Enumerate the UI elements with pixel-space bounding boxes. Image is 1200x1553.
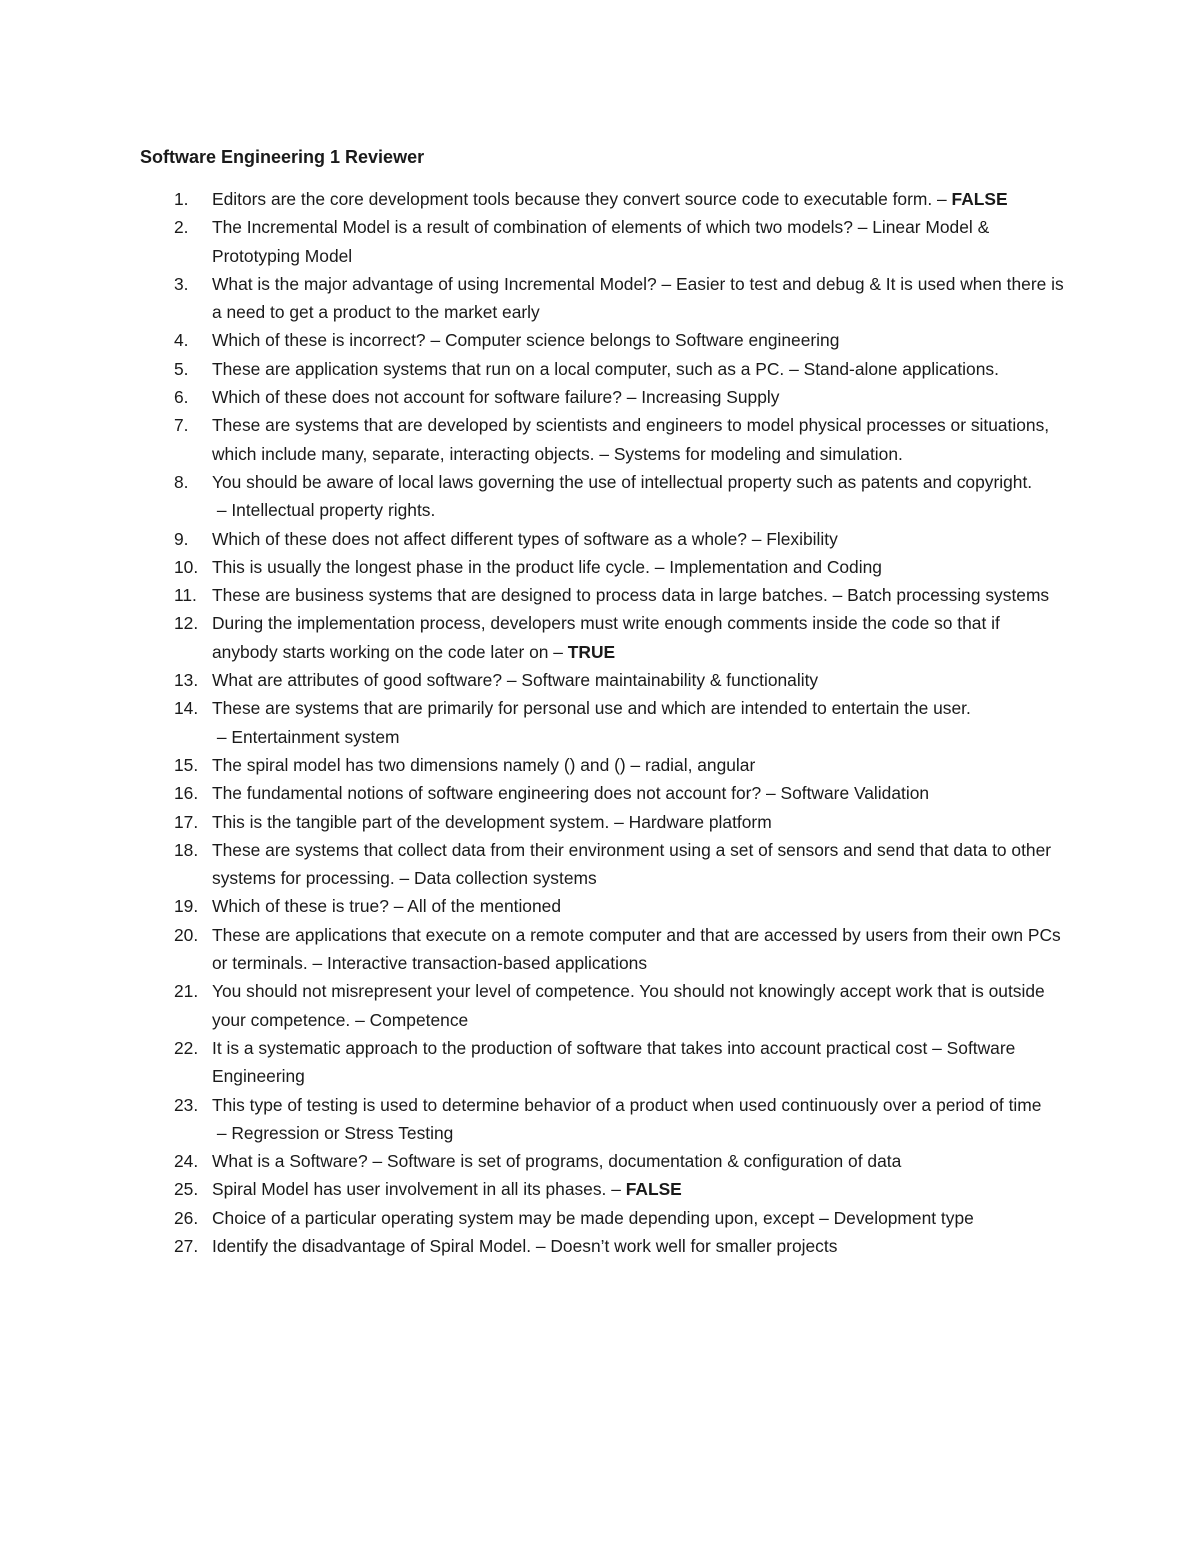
answer-separator: – bbox=[350, 1009, 370, 1030]
answer-text: Software Validation bbox=[780, 783, 930, 804]
item-number: 15. bbox=[174, 754, 199, 775]
item-number: 17. bbox=[174, 811, 199, 832]
answer-text: Development type bbox=[833, 1207, 974, 1228]
question-text: Spiral Model has user involvement in all its phases. bbox=[212, 1179, 607, 1200]
answer-separator: – bbox=[649, 556, 670, 577]
list-item bbox=[140, 779, 1065, 807]
question-text: This is the tangible part of the development system. bbox=[212, 811, 610, 832]
item-number: 27. bbox=[174, 1235, 199, 1256]
answer-text: Computer science belongs to Software engineering bbox=[444, 330, 840, 351]
item-number: 16. bbox=[174, 783, 199, 804]
list-item bbox=[140, 836, 1065, 893]
list-item bbox=[140, 977, 1065, 1034]
question-text: Choice of a particular operating system may be made depending upon, except bbox=[212, 1207, 815, 1228]
list-item bbox=[140, 525, 1065, 553]
answer-text: Entertainment system bbox=[231, 726, 400, 747]
answer-text: Stand-alone applications. bbox=[803, 358, 999, 379]
item-number: 10. bbox=[174, 556, 199, 577]
answer-text: TRUE bbox=[567, 641, 616, 662]
item-number: 19. bbox=[174, 896, 199, 917]
question-text: Which of these is incorrect? bbox=[212, 330, 426, 351]
answer-separator: – bbox=[625, 754, 646, 775]
item-number: 21. bbox=[174, 981, 199, 1002]
answer-text: Implementation and Coding bbox=[669, 556, 882, 577]
answer-separator: – bbox=[827, 585, 848, 606]
list-item bbox=[140, 666, 1065, 694]
list-item bbox=[140, 1232, 1065, 1260]
answer-text: Software maintainability & functionality bbox=[521, 670, 819, 691]
question-text: Editors are the core development tools because they convert source code to executable form. bbox=[212, 189, 933, 209]
document-title: Software Engineering 1 Reviewer bbox=[140, 147, 425, 167]
answer-separator: – bbox=[212, 500, 232, 521]
answer-separator: – bbox=[852, 217, 873, 238]
item-number: 4. bbox=[174, 330, 189, 351]
list-item bbox=[140, 553, 1065, 581]
list-item bbox=[140, 609, 1065, 666]
item-number: 8. bbox=[174, 471, 189, 492]
item-number: 23. bbox=[174, 1094, 199, 1115]
question-text: These are application systems that run on a local computer, such as a PC. bbox=[212, 358, 785, 379]
answer-text: Linear Model & Prototyping Model bbox=[212, 217, 990, 266]
answer-text: FALSE bbox=[625, 1179, 682, 1200]
list-item bbox=[140, 581, 1065, 609]
answer-text: FALSE bbox=[951, 189, 1008, 209]
list-item bbox=[140, 355, 1065, 383]
list-item bbox=[140, 185, 1065, 213]
answer-separator: – bbox=[425, 330, 445, 351]
answer-separator: – bbox=[761, 783, 781, 804]
list-item bbox=[140, 326, 1065, 354]
answer-text: Increasing Supply bbox=[641, 387, 780, 408]
answer-text: Intellectual property rights. bbox=[231, 500, 436, 521]
question-text: It is a systematic approach to the production of software that takes into account practical cost bbox=[212, 1037, 928, 1058]
answer-separator: – bbox=[388, 896, 408, 917]
answer-separator: – bbox=[594, 443, 614, 464]
question-text: The Incremental Model is a result of combination of elements of which two models? bbox=[212, 217, 853, 238]
item-number: 22. bbox=[174, 1037, 199, 1058]
item-number: 14. bbox=[174, 698, 199, 719]
item-number: 1. bbox=[174, 189, 189, 209]
list-item bbox=[140, 1034, 1065, 1091]
list-item bbox=[140, 808, 1065, 836]
list-item bbox=[140, 1204, 1065, 1232]
item-number: 7. bbox=[174, 415, 189, 436]
item-number: 2. bbox=[174, 217, 189, 238]
question-text: Identify the disadvantage of Spiral Model. bbox=[212, 1235, 532, 1256]
list-item bbox=[140, 213, 1065, 270]
answer-separator: – bbox=[932, 189, 952, 209]
item-number: 5. bbox=[174, 358, 189, 379]
question-text: During the implementation process, developers must write enough comments inside the code so that if anybody starts working on the code later on bbox=[212, 613, 1000, 662]
answer-separator: – bbox=[609, 811, 629, 832]
answer-text: Doesn’t work well for smaller projects bbox=[550, 1235, 838, 1256]
answer-text: radial, angular bbox=[645, 754, 756, 775]
answer-separator: – bbox=[746, 528, 767, 549]
item-number: 11. bbox=[174, 585, 197, 606]
list-item bbox=[140, 892, 1065, 920]
item-number: 6. bbox=[174, 387, 189, 408]
question-text: Which of these does not account for software failure? bbox=[212, 387, 622, 408]
question-list bbox=[140, 185, 1065, 1260]
answer-separator: – bbox=[548, 641, 568, 662]
answer-separator: – bbox=[927, 1037, 947, 1058]
question-text: This is usually the longest phase in the product life cycle. bbox=[212, 556, 650, 577]
question-text: The fundamental notions of software engineering does not account for? bbox=[212, 783, 762, 804]
question-text: These are applications that execute on a remote computer and that are accessed by users from their own PCs or terminals. bbox=[212, 924, 1061, 974]
answer-text: Data collection systems bbox=[414, 868, 597, 889]
question-text: These are systems that collect data from their environment using a set of sensors and send that data to other systems for processing. bbox=[212, 839, 1052, 889]
item-number: 3. bbox=[174, 273, 189, 294]
answer-separator: – bbox=[212, 1122, 232, 1143]
question-text: You should not misrepresent your level of competence. You should not knowingly accept work that is outside your competence. bbox=[212, 981, 1045, 1030]
answer-text: Regression or Stress Testing bbox=[231, 1122, 454, 1143]
answer-separator: – bbox=[367, 1151, 387, 1172]
question-text: Which of these does not affect different types of software as a whole? bbox=[212, 528, 747, 549]
question-text: This type of testing is used to determine behavior of a product when used continuously over a period of time bbox=[212, 1094, 1042, 1115]
question-text: These are systems that are developed by scientists and engineers to model physical processes or situations, which include many, separate, interacting objects. bbox=[212, 415, 1050, 464]
item-number: 24. bbox=[174, 1151, 199, 1172]
answer-separator: – bbox=[531, 1235, 551, 1256]
answer-text: Software Engineering bbox=[212, 1037, 1016, 1087]
item-number: 13. bbox=[174, 670, 199, 691]
answer-text: Software is set of programs, documentation & configuration of data bbox=[386, 1151, 902, 1172]
list-item bbox=[140, 1091, 1065, 1148]
answer-text: Batch processing systems bbox=[847, 585, 1050, 606]
list-item bbox=[140, 1147, 1065, 1175]
answer-text: Interactive transaction-based applications bbox=[327, 953, 648, 974]
question-text: What are attributes of good software? bbox=[212, 670, 503, 691]
question-text: These are business systems that are designed to process data in large batches. bbox=[212, 585, 828, 606]
item-number: 9. bbox=[174, 528, 189, 549]
answer-text: Competence bbox=[369, 1009, 469, 1030]
list-item bbox=[140, 468, 1065, 525]
answer-separator: – bbox=[621, 387, 642, 408]
list-item bbox=[140, 921, 1065, 978]
answer-separator: – bbox=[307, 953, 328, 974]
answer-text: All of the mentioned bbox=[407, 896, 561, 917]
answer-separator: – bbox=[784, 358, 804, 379]
list-item bbox=[140, 751, 1065, 779]
question-text: You should be aware of local laws governing the use of intellectual property such as patents and copyright. bbox=[212, 471, 1033, 492]
list-item bbox=[140, 694, 1065, 751]
question-text: The spiral model has two dimensions namely () and () bbox=[212, 754, 626, 775]
list-item bbox=[140, 411, 1065, 468]
question-text: What is the major advantage of using Incremental Model? bbox=[212, 273, 657, 294]
item-number: 20. bbox=[174, 924, 199, 945]
question-text: What is a Software? bbox=[212, 1151, 368, 1172]
list-item bbox=[140, 383, 1065, 411]
answer-separator: – bbox=[394, 868, 415, 889]
list-item bbox=[140, 270, 1065, 327]
question-text: Which of these is true? bbox=[212, 896, 389, 917]
answer-separator: – bbox=[502, 670, 522, 691]
question-text: These are systems that are primarily for personal use and which are intended to entertain the user. bbox=[212, 698, 971, 719]
item-number: 18. bbox=[174, 839, 199, 860]
answer-separator: – bbox=[656, 273, 677, 294]
item-number: 26. bbox=[174, 1207, 199, 1228]
answer-text: Hardware platform bbox=[628, 811, 772, 832]
item-number: 12. bbox=[174, 613, 199, 634]
item-number: 25. bbox=[174, 1179, 199, 1200]
answer-text: Easier to test and debug & It is used when there is a need to get a product to the market early bbox=[212, 273, 1064, 323]
answer-separator: – bbox=[606, 1179, 626, 1200]
answer-text: Systems for modeling and simulation. bbox=[613, 443, 903, 464]
answer-separator: – bbox=[814, 1207, 834, 1228]
list-item bbox=[140, 1175, 1065, 1203]
answer-text: Flexibility bbox=[766, 528, 838, 549]
answer-separator: – bbox=[212, 726, 232, 747]
